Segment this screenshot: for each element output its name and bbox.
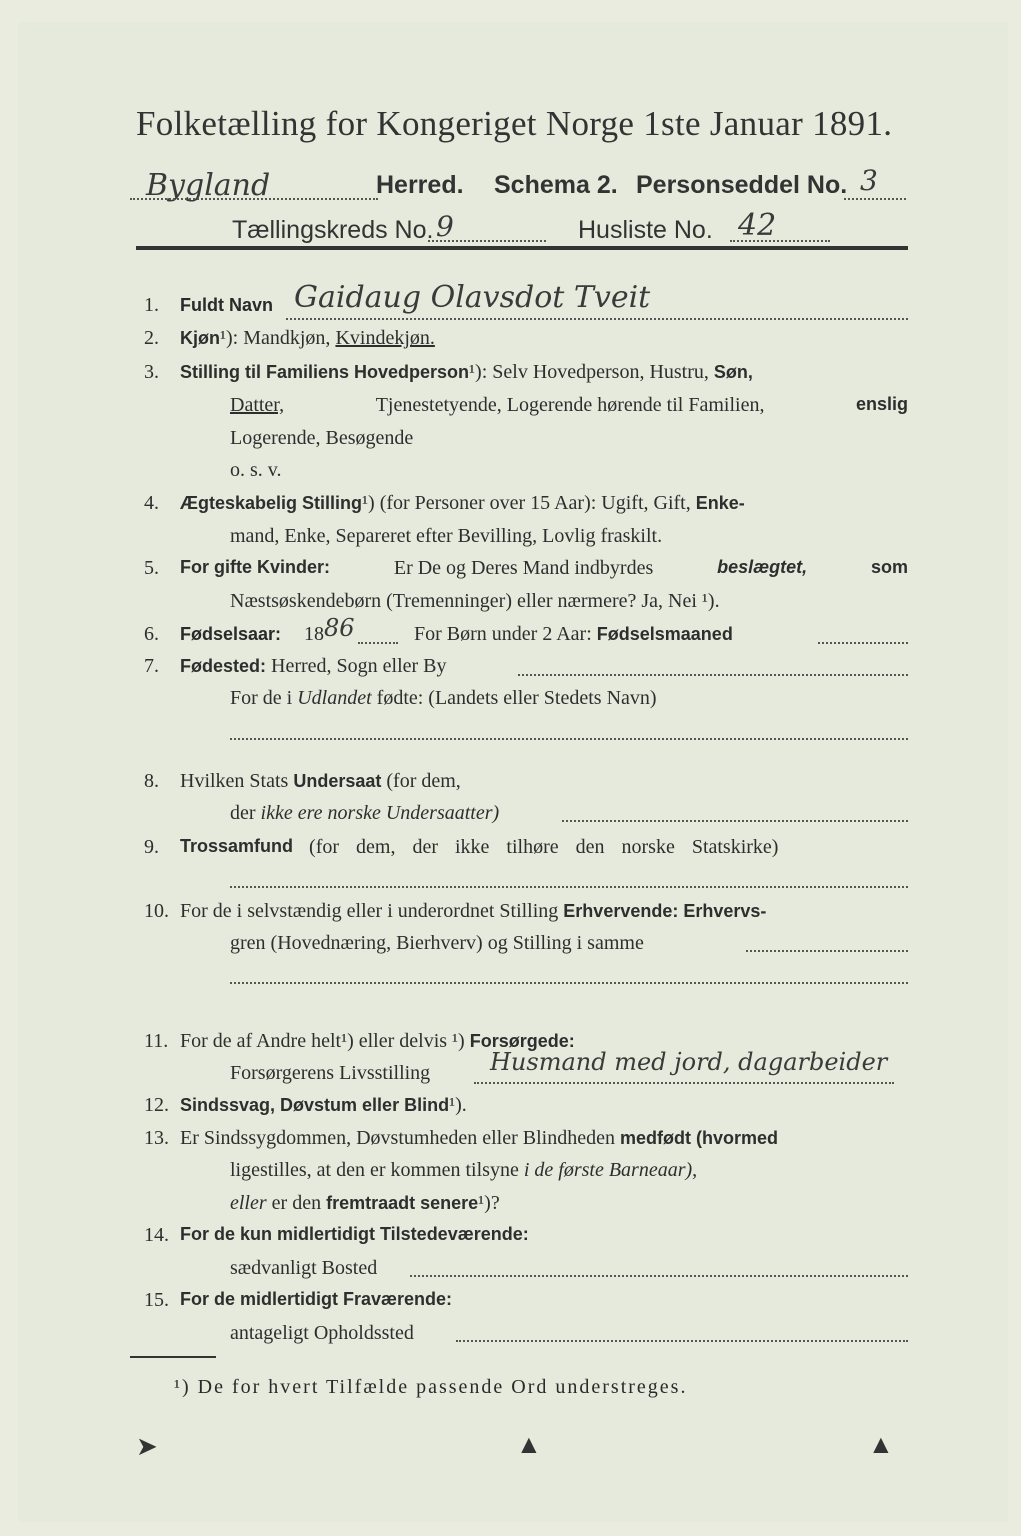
- q13-text3-italic: eller: [230, 1192, 267, 1214]
- q6-month-label: Fødselsmaaned: [596, 624, 733, 644]
- q8-line2: [230, 802, 499, 825]
- q3-text1b: Søn,: [713, 362, 753, 382]
- q9-label: Trossamfund: [180, 836, 294, 856]
- q2-line: [180, 327, 435, 350]
- q5-line1: [180, 557, 908, 580]
- q3-option-daughter: Datter,: [230, 394, 285, 416]
- q11-text1b: ¹) eller delvis ¹): [341, 1030, 465, 1052]
- q4-text1b: Enke-: [695, 493, 745, 513]
- census-form: [18, 22, 1008, 1522]
- q15-dotline: [456, 1340, 908, 1342]
- q2-number: 2.: [144, 327, 159, 349]
- q3-line1: [180, 361, 753, 384]
- q13-line3: [230, 1192, 500, 1215]
- q2-option-female: Kvindekjøn.: [335, 327, 435, 349]
- q11-text1a: For de af Andre helt: [180, 1030, 342, 1052]
- personseddel-label: Personseddel No.: [636, 171, 848, 199]
- q13-text3c: ¹)?: [478, 1192, 500, 1214]
- register-mark-right-icon: ▲: [868, 1430, 894, 1459]
- q5-text1: Er De og Deres Mand indbyrdes: [393, 557, 654, 579]
- q13-text2a: ligestilles, at den er kommen tilsyne: [230, 1159, 519, 1181]
- q6-rest: [414, 623, 733, 646]
- herred-value: Bygland: [146, 168, 271, 203]
- husliste-label: Husliste No.: [578, 216, 713, 244]
- husliste-value: 42: [738, 208, 777, 243]
- q15-line2: antageligt Opholdssted: [230, 1322, 414, 1344]
- q4-line2: mand, Enke, Separeret efter Bevilling, Lovlig fraskilt.: [230, 525, 663, 547]
- q2-option-male: Mandkjøn,: [243, 327, 331, 349]
- q11-dotline: [474, 1082, 894, 1084]
- register-mark-center-icon: ▲: [516, 1430, 542, 1459]
- q3-text1: ¹): Selv Hovedperson, Hustru,: [469, 361, 709, 383]
- q6-label: Fødselsaar:: [180, 624, 282, 644]
- q7-number: 7.: [144, 655, 159, 677]
- q10-number: 10.: [144, 900, 169, 922]
- q1-name-value: Gaidaug Olavsdot Tveit: [294, 280, 651, 315]
- q13-text2-italic: i de første Barneaar),: [523, 1159, 698, 1181]
- q9-dotline: [230, 886, 908, 888]
- q10-line2: gren (Hovednæring, Bierhverv) og Stilling i samme: [230, 932, 644, 954]
- husliste-dotline: [730, 240, 830, 242]
- footnote: ¹) De for hvert Tilfælde passende Ord understreges.: [174, 1376, 688, 1398]
- q7-dotline1: [518, 674, 908, 676]
- q3-text2c: enslig: [855, 394, 908, 414]
- q10-label: Erhvervende:: [563, 901, 679, 921]
- q10-dotline1: [746, 950, 908, 952]
- q14-dotline: [410, 1275, 908, 1277]
- q8-line1: [180, 770, 461, 793]
- q12-number: 12.: [144, 1094, 169, 1116]
- q5-number: 5.: [144, 557, 159, 579]
- q10-line1: [180, 900, 766, 923]
- q7-text2-italic: Udlandet: [297, 687, 372, 709]
- q15-number: 15.: [144, 1289, 169, 1311]
- q4-line1: [180, 492, 745, 515]
- q12-sup: ¹).: [449, 1094, 467, 1116]
- q13-line2: [230, 1159, 697, 1182]
- q5-label: For gifte Kvinder:: [180, 557, 331, 577]
- kreds-dotline: [428, 240, 546, 242]
- q7-text2a: For de i: [230, 687, 293, 709]
- q10-text1c: Erhvervs-: [683, 901, 767, 921]
- q13-text1c: (hvormed: [695, 1128, 778, 1148]
- q10-text1a: For de i selvstændig eller i underordnet Stilling: [180, 900, 559, 922]
- q5-text1-italic: beslægtet,: [717, 557, 808, 577]
- personseddel-value: 3: [860, 164, 878, 197]
- q14-number: 14.: [144, 1224, 169, 1246]
- q1-number: 1.: [144, 294, 159, 316]
- q6-dotline-month: [818, 642, 908, 644]
- register-mark-left-icon: ➤: [136, 1432, 158, 1461]
- q4-number: 4.: [144, 492, 159, 514]
- q3-line2: [230, 394, 908, 417]
- q4-text1: ¹) (for Personer over 15 Aar): Ugift, Gift,: [362, 492, 691, 514]
- q8-text2-italic: ikke ere norske Undersaatter): [260, 802, 500, 824]
- q13-number: 13.: [144, 1127, 169, 1149]
- q7-line2: [230, 687, 657, 710]
- herred-label: Herred.: [376, 171, 464, 199]
- q10-dotline2: [230, 982, 908, 984]
- q9-line1: [180, 836, 908, 859]
- q2-sup: ¹):: [220, 327, 239, 349]
- q7-dotline2: [230, 738, 908, 740]
- q8-text1c: (for dem,: [386, 770, 461, 792]
- q9-text1: (for dem, der ikke tilhøre den norske Statskirke): [309, 836, 779, 858]
- q6-dotline-year: [358, 642, 398, 644]
- kreds-label: Tællingskreds No.: [232, 216, 434, 244]
- personseddel-dotline: [844, 198, 906, 200]
- q5-text1b: som: [870, 557, 908, 577]
- q8-text2a: der: [230, 802, 256, 824]
- q7-text2b: fødte: (Landets eller Stedets Navn): [376, 687, 657, 709]
- q3-label: Stilling til Familiens Hovedperson: [180, 362, 470, 382]
- q12-line: [180, 1094, 467, 1117]
- q5-line2: Næstsøskendebørn (Tremenninger) eller nærmere? Ja, Nei ¹).: [230, 590, 720, 612]
- q12-label: Sindssvag, Døvstum eller Blind: [180, 1095, 450, 1115]
- q11-label: Forsørgede:: [469, 1031, 575, 1051]
- q3-line4: o. s. v.: [230, 459, 282, 481]
- q8-dotline: [562, 820, 908, 822]
- q6-year-value: 86: [324, 614, 355, 642]
- schema-label: Schema 2.: [494, 171, 618, 199]
- q3-line3: Logerende, Besøgende: [230, 427, 414, 449]
- q6-prefix: 18: [304, 623, 324, 645]
- q14-line1: For de kun midlertidigt Tilstedeværende:: [180, 1224, 529, 1244]
- q8-label: Undersaat: [293, 771, 382, 791]
- q13-text3a: er den: [271, 1192, 322, 1214]
- q8-number: 8.: [144, 770, 159, 792]
- q9-number: 9.: [144, 836, 159, 858]
- q1-dotline: [286, 318, 908, 320]
- q11-livsstilling-value: Husmand med jord, dagarbeider: [490, 1048, 888, 1076]
- q2-label: Kjøn: [180, 328, 220, 348]
- q3-text2: Tjenestetyende, Logerende hørende til Familien,: [375, 394, 765, 416]
- q6-number: 6.: [144, 623, 159, 645]
- q4-label: Ægteskabelig Stilling: [180, 493, 363, 513]
- form-title: Folketælling for Kongeriget Norge 1ste Januar 1891.: [136, 104, 893, 143]
- q15-line1: For de midlertidigt Fraværende:: [180, 1289, 453, 1309]
- herred-dotline: [130, 198, 378, 200]
- q13-text3b: fremtraadt senere: [326, 1193, 479, 1213]
- q8-text1a: Hvilken Stats: [180, 770, 289, 792]
- header-rule: [136, 246, 908, 250]
- q13-line1: [180, 1127, 778, 1150]
- q14-line2: sædvanligt Bosted: [230, 1257, 378, 1279]
- kreds-value: 9: [436, 210, 454, 243]
- q6-rest-text: For Børn under 2 Aar:: [414, 623, 592, 645]
- footnote-rule: [130, 1356, 216, 1358]
- q1-label: Fuldt Navn: [180, 295, 273, 315]
- q11-line2: Forsørgerens Livsstilling: [230, 1062, 431, 1084]
- q7-line1: [180, 655, 447, 678]
- q11-number: 11.: [144, 1030, 169, 1052]
- q13-text1b: medfødt: [619, 1128, 691, 1148]
- q3-number: 3.: [144, 361, 159, 383]
- q7-label: Fødested:: [180, 656, 267, 676]
- q13-text1a: Er Sindssygdommen, Døvstumheden eller Blindheden: [180, 1127, 615, 1149]
- q7-text1: Herred, Sogn eller By: [271, 655, 447, 677]
